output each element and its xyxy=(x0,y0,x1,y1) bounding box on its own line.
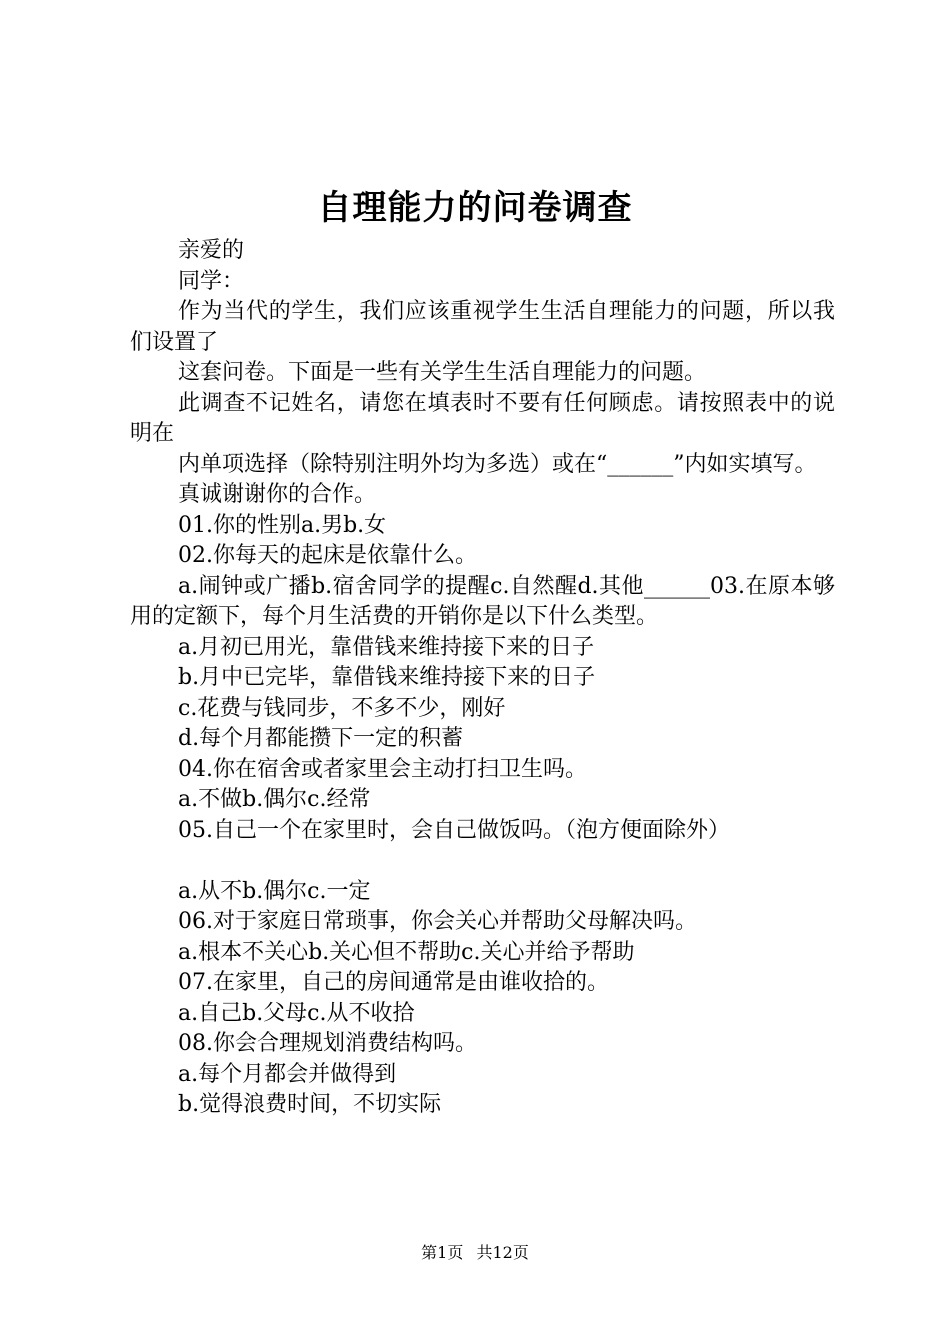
salutation-line-1: 亲爱的 xyxy=(178,238,245,263)
page-number: 第1页 xyxy=(421,1243,464,1262)
page-footer xyxy=(0,1242,950,1264)
page-total: 共12页 xyxy=(476,1243,529,1262)
blank-line xyxy=(130,846,835,877)
intro-paragraph-4: 内单项选择（除特别注明外均为多选）或在“______”内如实填写。 xyxy=(178,451,817,477)
question-03-option-c: c.花费与钱同步，不多不少，刚好 xyxy=(178,695,506,721)
intro-paragraph-2: 这套问卷。下面是一些有关学生生活自理能力的问题。 xyxy=(178,360,707,385)
question-05: 05.自己一个在家里时，会自己做饭吗。（泡方便面除外） xyxy=(178,817,730,843)
question-06: 06.对于家庭日常琐事，你会关心并帮助父母解决吗。 xyxy=(178,909,697,934)
question-03-option-b: b.月中已完毕，靠借钱来维持接下来的日子 xyxy=(178,665,596,690)
salutation-line-2: 同学： xyxy=(178,268,245,294)
question-03-option-a: a.月初已用光，靠借钱来维持接下来的日子 xyxy=(178,634,595,660)
question-01: 01.你的性别a.男b.女 xyxy=(178,512,387,538)
question-08-option-a: a.每个月都会并做得到 xyxy=(178,1061,397,1087)
question-08-option-b: b.觉得浪费时间，不切实际 xyxy=(178,1092,442,1117)
page-title: 自理能力的问卷调查 xyxy=(317,188,633,228)
question-02-options-and-question-03: a.闹钟或广播b.宿舍同学的提醒c.自然醒d.其他______03.在原本够用的定额下，每个月生活费的开销你是以下什么类型。 xyxy=(130,573,835,629)
intro-paragraph-3: 此调查不记姓名，请您在填表时不要有任何顾虑。请按照表中的说明在 xyxy=(130,390,835,446)
question-04-options: a.不做b.偶尔c.经常 xyxy=(178,787,371,812)
question-02: 02.你每天的起床是依靠什么。 xyxy=(178,543,477,568)
question-07: 07.在家里，自己的房间通常是由谁收拾的。 xyxy=(178,970,609,995)
question-05-options: a.从不b.偶尔c.一定 xyxy=(178,878,371,904)
question-08: 08.你会合理规划消费结构吗。 xyxy=(178,1031,477,1056)
question-04: 04.你在宿舍或者家里会主动打扫卫生吗。 xyxy=(178,756,587,782)
document-body xyxy=(130,236,835,1121)
question-07-options: a.自己b.父母c.从不收拾 xyxy=(178,1000,415,1026)
question-06-options: a.根本不关心b.关心但不帮助c.关心并给予帮助 xyxy=(178,939,635,965)
intro-paragraph-1: 作为当代的学生，我们应该重视学生生活自理能力的问题，所以我们设置了 xyxy=(130,299,835,355)
question-03-option-d: d.每个月都能攒下一定的积蓄 xyxy=(178,726,464,751)
thanks-line: 真诚谢谢你的合作。 xyxy=(178,482,377,507)
